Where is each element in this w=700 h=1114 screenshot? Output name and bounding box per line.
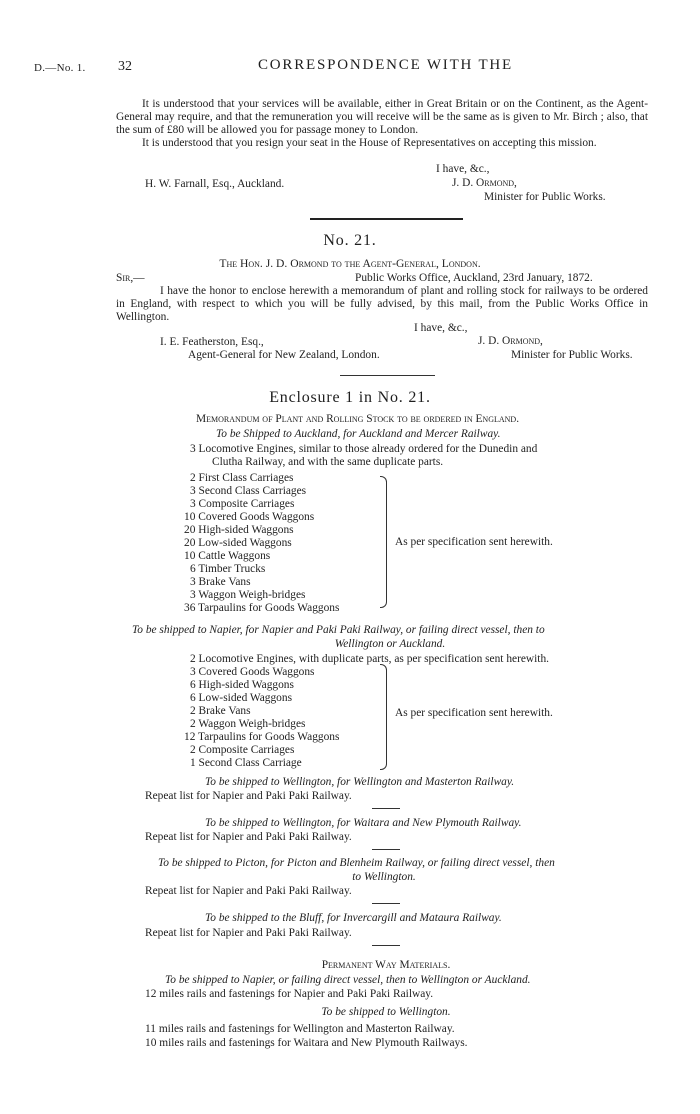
- letter-addressee-line-1: I. E. Featherston, Esq.,: [160, 336, 264, 348]
- list-item: 10 Cattle Waggons: [184, 550, 271, 562]
- list-item: 3 Covered Goods Waggons: [190, 666, 315, 678]
- intro-paragraph-1: It is understood that your services will be available, either in Great Britain or on the Continent, as the Agent-General may require, and that the remuneration you will receive will be the same as is given to Mr. Birch ; also, that the sum of £80 will be allowed you for passage money to London.: [116, 98, 648, 137]
- dateline: Public Works Office, Auckland, 23rd January, 1872.: [355, 272, 593, 284]
- list-item: 6 Timber Trucks: [190, 563, 266, 575]
- page-number: 32: [118, 59, 132, 74]
- letter-body: I have the honor to enclose herewith a memorandum of plant and rolling stock for railways to be ordered in England, with respect to which you will be fully advised, by this mail, from the Public Works Office in Wellington.: [116, 285, 648, 324]
- running-title: CORRESPONDENCE WITH THE: [258, 57, 514, 73]
- list-item: 1 Second Class Carriage: [190, 757, 302, 769]
- letter-closing: I have, &c.,: [414, 322, 468, 334]
- short-divider: [372, 903, 400, 904]
- bluff-repeat-note: Repeat list for Napier and Paki Paki Railway.: [145, 927, 352, 939]
- intro-signatory: J. D. Ormond,: [452, 177, 517, 189]
- intro-closing: I have, &c.,: [436, 163, 490, 175]
- grouping-brace: [380, 664, 387, 770]
- list-item: 3 Waggon Weigh-bridges: [190, 589, 306, 601]
- letter-subheading: The Hon. J. D. Ormond to the Agent-General, London.: [219, 257, 481, 270]
- section-divider: [340, 375, 435, 376]
- waitara-repeat-note: Repeat list for Napier and Paki Paki Railway.: [145, 831, 352, 843]
- picton-destination-line-1: To be shipped to Picton, for Picton and Blenheim Railway, or failing direct vessel, then: [158, 857, 555, 869]
- auckland-locomotives-line-2: Clutha Railway, and with the same duplicate parts.: [212, 456, 444, 468]
- permanent-way-title: Permanent Way Materials.: [321, 959, 451, 971]
- napier-locomotives: 2 Locomotive Engines, with duplicate parts, as per specification sent herewith.: [190, 653, 550, 665]
- letter-heading: No. 21.: [323, 232, 377, 249]
- letter-signatory: J. D. Ormond,: [478, 335, 543, 347]
- grouping-brace: [380, 476, 387, 608]
- list-item: 6 Low-sided Waggons: [190, 692, 293, 704]
- napier-specification-note: As per specification sent herewith.: [395, 707, 553, 719]
- list-item: 3 Second Class Carriages: [190, 485, 307, 497]
- list-item: 2 Composite Carriages: [190, 744, 295, 756]
- list-item: 20 High-sided Waggons: [184, 524, 294, 536]
- salutation: Sir,—: [116, 272, 145, 284]
- list-item: 3 Composite Carriages: [190, 498, 295, 510]
- permanent-way-napier-destination: To be shipped to Napier, or failing direct vessel, then to Wellington or Auckland.: [165, 974, 531, 986]
- list-item: 36 Tarpaulins for Goods Waggons: [184, 602, 340, 614]
- permanent-way-wellington-destination: To be shipped to Wellington.: [321, 1006, 451, 1018]
- napier-destination-line-1: To be shipped to Napier, for Napier and Paki Paki Railway, or failing direct vessel, then to: [132, 624, 545, 636]
- list-item: 20 Low-sided Waggons: [184, 537, 292, 549]
- list-item: 10 Covered Goods Waggons: [184, 511, 315, 523]
- auckland-specification-note: As per specification sent herewith.: [395, 536, 553, 548]
- intro-signatory-title: Minister for Public Works.: [484, 191, 606, 203]
- intro-addressee: H. W. Farnall, Esq., Auckland.: [145, 178, 285, 190]
- list-item: 2 First Class Carriages: [190, 472, 294, 484]
- auckland-locomotives-line-1: 3 Locomotive Engines, similar to those already ordered for the Dunedin and: [190, 443, 538, 455]
- list-item: 2 Waggon Weigh-bridges: [190, 718, 306, 730]
- picton-repeat-note: Repeat list for Napier and Paki Paki Railway.: [145, 885, 352, 897]
- enclosure-heading: Enclosure 1 in No. 21.: [269, 389, 431, 406]
- short-divider: [372, 945, 400, 946]
- section-divider: [310, 218, 463, 220]
- short-divider: [372, 808, 400, 809]
- memo-title: Memorandum of Plant and Rolling Stock to be ordered in England.: [196, 413, 520, 425]
- list-item: 12 Tarpaulins for Goods Waggons: [184, 731, 340, 743]
- list-item: 6 High-sided Waggons: [190, 679, 294, 691]
- napier-destination-line-2: Wellington or Auckland.: [334, 638, 446, 650]
- bluff-destination: To be shipped to the Bluff, for Invercargill and Mataura Railway.: [205, 912, 502, 924]
- document-reference: D.—No. 1.: [34, 62, 86, 74]
- wellington-destination: To be shipped to Wellington, for Wellington and Masterton Railway.: [205, 776, 515, 788]
- letter-signatory-title: Minister for Public Works.: [511, 349, 633, 361]
- permanent-way-napier-line: 12 miles rails and fastenings for Napier and Paki Paki Railway.: [145, 988, 434, 1000]
- auckland-destination: To be Shipped to Auckland, for Auckland and Mercer Railway.: [216, 428, 501, 440]
- permanent-way-wellington-line-2: 10 miles rails and fastenings for Waitara and New Plymouth Railways.: [145, 1037, 468, 1049]
- list-item: 3 Brake Vans: [190, 576, 251, 588]
- list-item: 2 Brake Vans: [190, 705, 251, 717]
- letter-addressee-line-2: Agent-General for New Zealand, London.: [188, 349, 380, 361]
- intro-paragraph-2: It is understood that you resign your seat in the House of Representatives on accepting this mission.: [142, 137, 597, 149]
- picton-destination-line-2: to Wellington.: [352, 871, 416, 883]
- permanent-way-wellington-line-1: 11 miles rails and fastenings for Wellington and Masterton Railway.: [145, 1023, 455, 1035]
- waitara-destination: To be shipped to Wellington, for Waitara and New Plymouth Railway.: [205, 817, 522, 829]
- short-divider: [372, 849, 400, 850]
- wellington-repeat-note: Repeat list for Napier and Paki Paki Railway.: [145, 790, 352, 802]
